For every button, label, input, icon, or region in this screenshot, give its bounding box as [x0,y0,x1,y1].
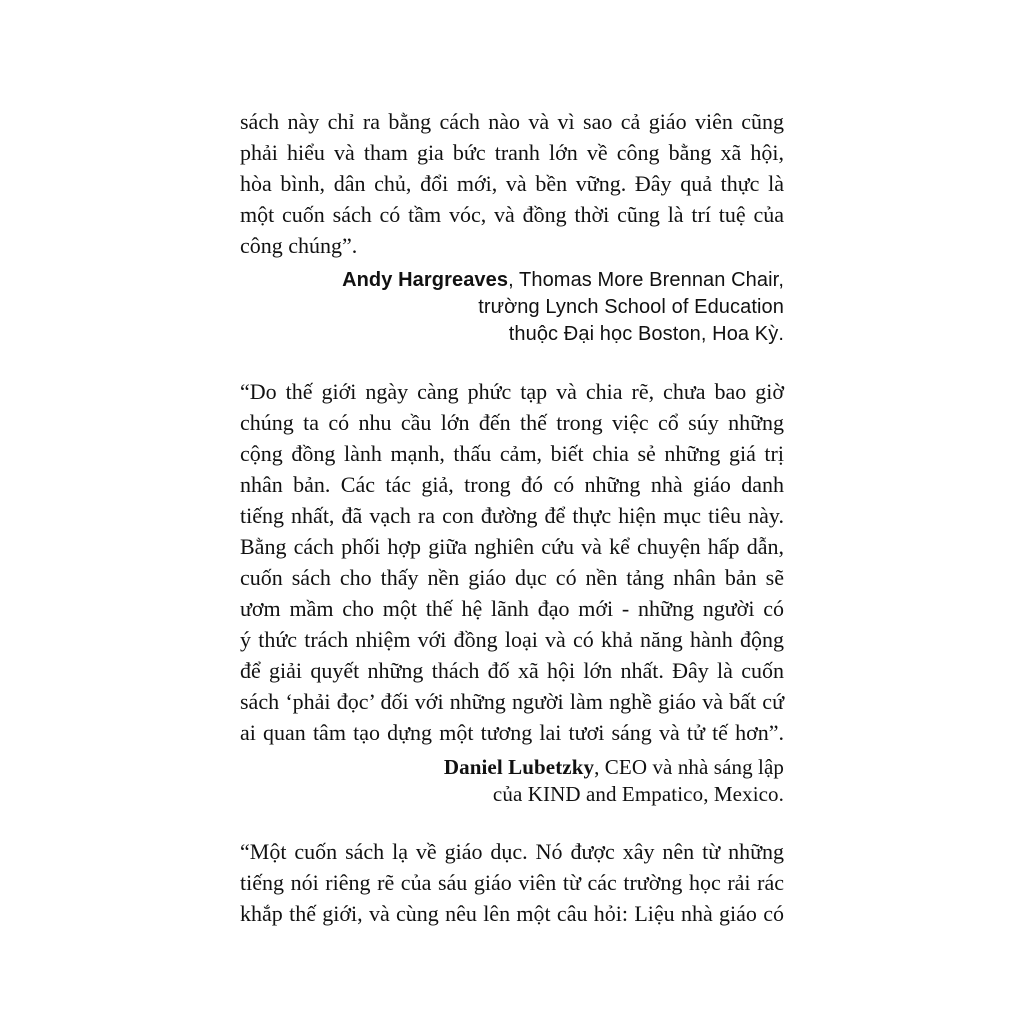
attribution-1-line-1 [240,267,784,294]
quote-1 [240,106,784,261]
attribution-2 [240,754,784,808]
quote-3-line: khắp thế giới, và cùng nêu lên một câu hỏi: Liệu nhà giáo có [240,901,784,926]
attribution-2-title: , CEO và nhà sáng lập [594,755,784,779]
quote-2-line: sách ‘phải đọc’ đối với những người làm nghề giáo và bất cứ [240,689,784,714]
quote-2-line: ươm mầm cho một thế hệ lãnh đạo mới - những người có [240,596,784,621]
quote-2-line: Bằng cách phối hợp giữa nghiên cứu và kể chuyện hấp dẫn, [240,534,784,559]
attribution-1-line-3: thuộc Đại học Boston, Hoa Kỳ. [508,323,784,345]
attribution-1-title: , Thomas More Brennan Chair, [508,269,784,291]
quote-1-line: phải hiểu và tham gia bức tranh lớn về công bằng xã hội, [240,140,784,165]
attribution-2-line-2: của KIND and Empatico, Mexico. [492,782,784,806]
quote-2-line: “Do thế giới ngày càng phức tạp và chia rẽ, chưa bao giờ [240,379,784,404]
book-page [240,106,784,929]
quote-2-line: ý thức trách nhiệm với đồng loại và có khả năng hành động [240,627,784,652]
attribution-1-line-2: trường Lynch School of Education [478,296,784,318]
attribution-1-name: Andy Hargreaves [342,269,509,291]
quote-2-line: để giải quyết những thách đố xã hội lớn nhất. Đây là cuốn [240,658,784,683]
quote-1-line: một cuốn sách có tầm vóc, và đồng thời cũng là trí tuệ của [240,202,784,227]
quote-3-line: tiếng nói riêng rẽ của sáu giáo viên từ các trường học rải rác [240,870,784,895]
quote-1-line: công chúng”. [240,233,358,258]
quote-1-line: sách này chỉ ra bằng cách nào và vì sao cả giáo viên cũng [240,109,784,134]
quote-2-line: cộng đồng lành mạnh, thấu cảm, biết chia sẻ những giá trị [240,441,784,466]
quote-3-line: “Một cuốn sách lạ về giáo dục. Nó được xây nên từ những [240,839,784,864]
attribution-2-line-1 [240,754,784,781]
quote-2-line: cuốn sách cho thấy nền giáo dục có nền tảng nhân bản sẽ [240,565,784,590]
quote-2-line: ai quan tâm tạo dựng một tương lai tươi sáng và tử tế hơn”. [240,720,784,745]
quote-3 [240,836,784,929]
quote-2-line: chúng ta có nhu cầu lớn đến thế trong việc cổ súy những [240,410,784,435]
attribution-1 [240,267,784,348]
quote-1-line: hòa bình, dân chủ, đổi mới, và bền vững. Đây quả thực là [240,171,784,196]
quote-2-line: nhân bản. Các tác giả, trong đó có những nhà giáo danh [240,472,784,497]
attribution-2-name: Daniel Lubetzky [443,755,595,779]
quote-2-line: tiếng nhất, đã vạch ra con đường để thực hiện mục tiêu này. [240,503,784,528]
quote-2 [240,376,784,748]
